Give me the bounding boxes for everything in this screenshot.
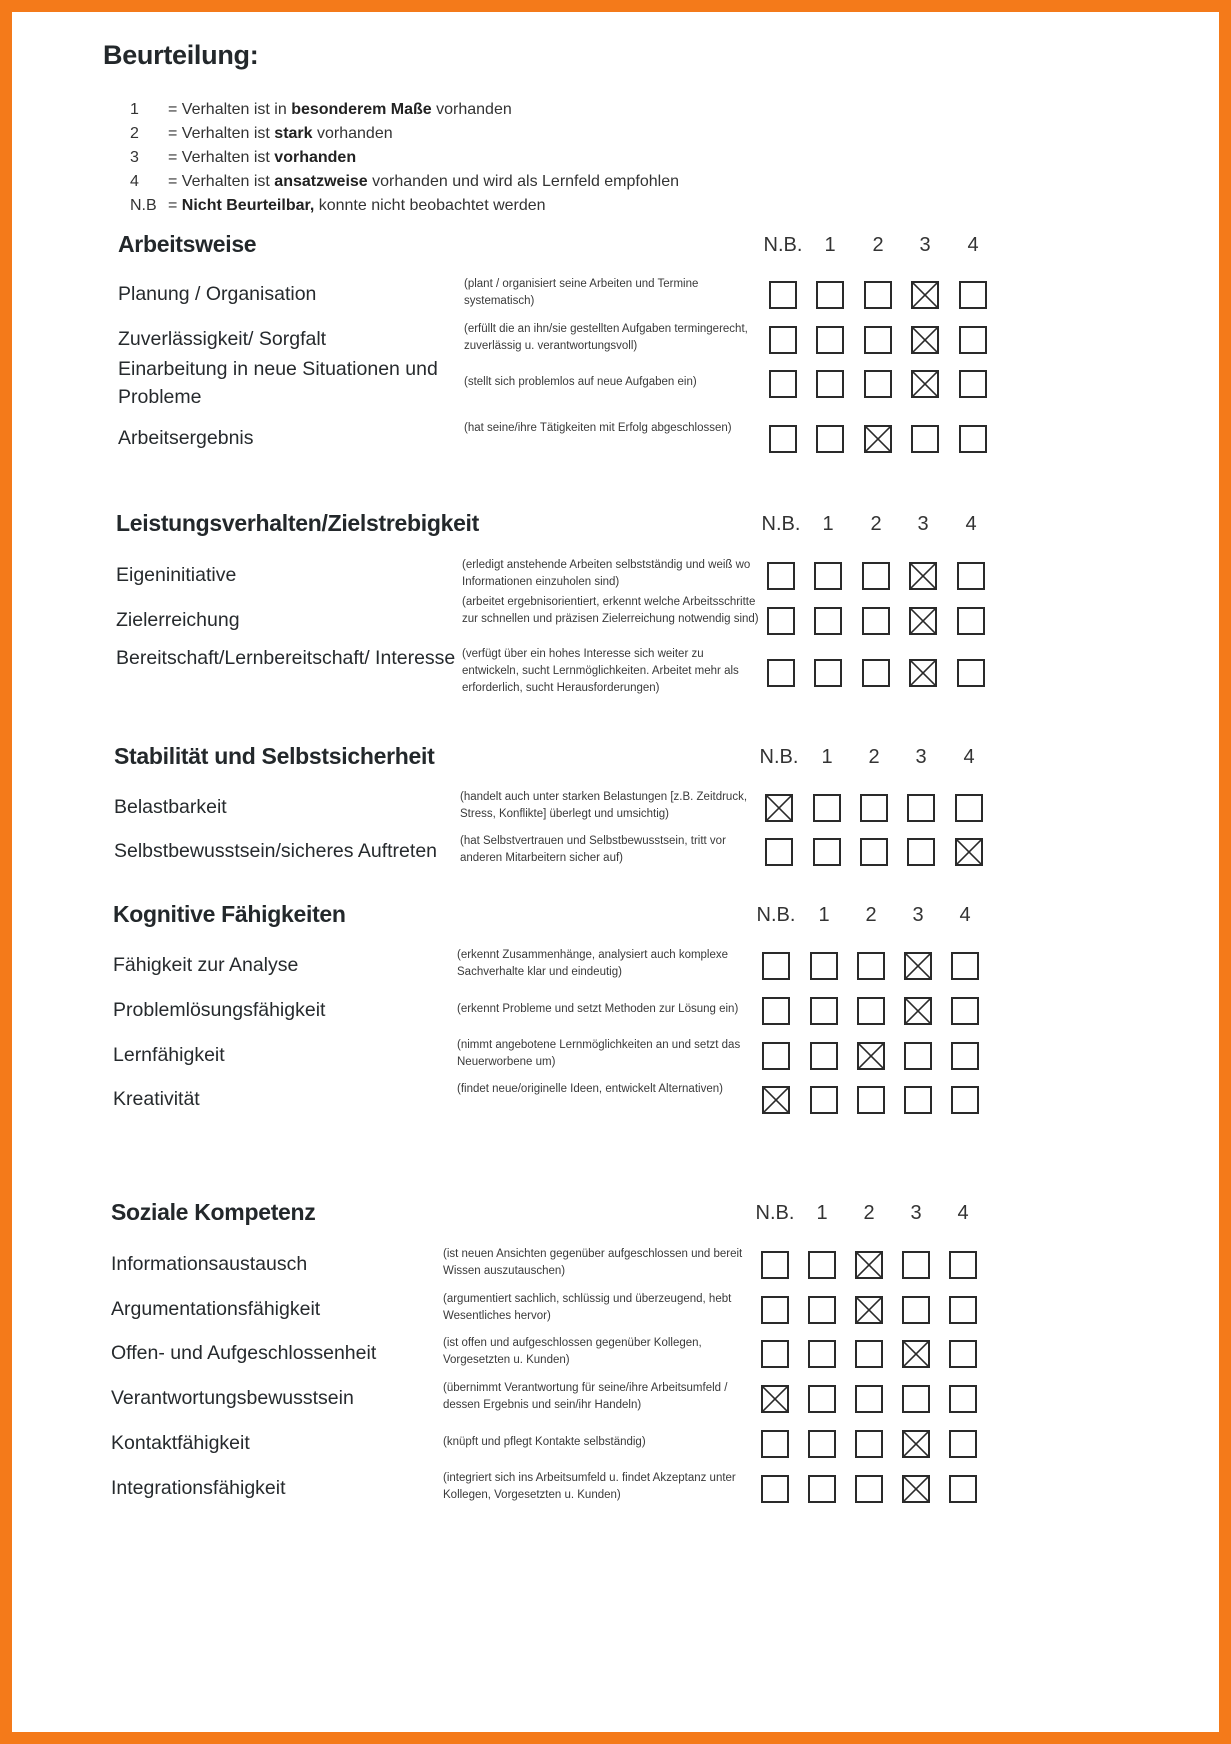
legend-text-bold: ansatzweise xyxy=(274,173,368,190)
legend-text-part: vorhanden xyxy=(431,101,512,118)
rating-checkbox[interactable] xyxy=(761,1475,789,1503)
rating-checkbox[interactable] xyxy=(810,1042,838,1070)
criterion-description: (knüpft und pflegt Kontakte selbständig) xyxy=(443,1435,646,1448)
rating-checkbox[interactable] xyxy=(959,370,987,398)
criterion-label: Planung / Organisation xyxy=(118,283,317,305)
rating-checkbox[interactable] xyxy=(761,1296,789,1324)
section-title: Leistungsverhalten/Zielstrebigkeit xyxy=(116,510,480,536)
rating-checkbox[interactable] xyxy=(955,794,983,822)
criterion-label: Lernfähigkeit xyxy=(113,1044,225,1066)
column-header: 2 xyxy=(863,1202,875,1224)
criterion-description: (stellt sich problemlos auf neue Aufgaben ein) xyxy=(464,375,697,388)
rating-checkbox[interactable] xyxy=(902,1385,930,1413)
column-header: 2 xyxy=(870,513,882,535)
rating-checkbox[interactable] xyxy=(949,1340,977,1368)
criterion-description: (handelt auch unter starken Belastungen [z.B. Zeitdruck, Stress, Konflikte] überlegt und umsichtig) xyxy=(460,791,748,820)
rating-checkbox[interactable] xyxy=(813,794,841,822)
criterion-description: (plant / organisiert seine Arbeiten und Termine systematisch) xyxy=(464,278,699,307)
legend-key: 4 xyxy=(130,173,139,190)
rating-checkbox[interactable] xyxy=(862,659,890,687)
legend-key: 1 xyxy=(130,101,139,118)
rating-checkbox[interactable] xyxy=(957,659,985,687)
criterion-label: Bereitschaft/Lernbereitschaft/ Interesse xyxy=(116,647,456,669)
rating-checkbox[interactable] xyxy=(855,1296,883,1324)
rating-checkbox[interactable] xyxy=(855,1251,883,1279)
rating-checkbox[interactable] xyxy=(761,1385,789,1413)
legend-text-part: vorhanden und wird als Lernfeld empfohlen xyxy=(367,173,679,190)
rating-checkbox[interactable] xyxy=(860,838,888,866)
rating-checkbox[interactable] xyxy=(808,1251,836,1279)
rating-checkbox[interactable] xyxy=(761,1430,789,1458)
criterion-description: (integriert sich ins Arbeitsumfeld u. findet Akzeptanz unter Kollegen, Vorgesetzten u. Kunden) xyxy=(443,1472,736,1501)
legend-text-bold: Nicht Beurteilbar, xyxy=(181,197,315,214)
section-title: Arbeitsweise xyxy=(118,231,257,257)
column-header: 4 xyxy=(963,746,975,768)
rating-checkbox[interactable] xyxy=(902,1296,930,1324)
rating-checkbox[interactable] xyxy=(810,997,838,1025)
rating-checkbox[interactable] xyxy=(862,607,890,635)
check-cross-icon xyxy=(911,564,935,588)
rating-checkbox[interactable] xyxy=(769,370,797,398)
rating-checkbox[interactable] xyxy=(959,326,987,354)
column-header: 1 xyxy=(824,234,836,256)
column-header: N.B. xyxy=(755,1202,795,1224)
check-cross-icon xyxy=(767,796,791,820)
check-cross-icon xyxy=(913,328,937,352)
criterion-label: Kontaktfähigkeit xyxy=(111,1432,250,1454)
rating-checkbox[interactable] xyxy=(904,952,932,980)
column-header: 3 xyxy=(910,1202,922,1224)
column-header: 3 xyxy=(915,746,927,768)
rating-checkbox[interactable] xyxy=(911,425,939,453)
rating-checkbox[interactable] xyxy=(864,425,892,453)
rating-checkbox[interactable] xyxy=(814,607,842,635)
rating-checkbox[interactable] xyxy=(808,1385,836,1413)
rating-checkbox[interactable] xyxy=(816,326,844,354)
check-cross-icon xyxy=(859,1044,883,1068)
rating-checkbox[interactable] xyxy=(855,1385,883,1413)
rating-checkbox[interactable] xyxy=(959,425,987,453)
criterion-description: (hat Selbstvertrauen und Selbstbewusstsein, tritt vor anderen Mitarbeitern sicher auf) xyxy=(460,835,726,864)
legend-text-part: = Verhalten ist xyxy=(168,173,275,190)
check-cross-icon xyxy=(866,427,890,451)
rating-checkbox[interactable] xyxy=(765,838,793,866)
legend-text xyxy=(168,149,356,167)
column-header: 2 xyxy=(865,904,877,926)
column-header: 3 xyxy=(912,904,924,926)
rating-checkbox[interactable] xyxy=(951,997,979,1025)
criterion-description: (argumentiert sachlich, schlüssig und überzeugend, hebt Wesentliches hervor) xyxy=(443,1293,732,1322)
rating-checkbox[interactable] xyxy=(808,1475,836,1503)
legend-text-bold: vorhanden xyxy=(274,149,357,166)
criterion-label: Einarbeitung in neue Situationen und Probleme xyxy=(118,358,438,408)
legend-text xyxy=(168,101,512,119)
column-header: 2 xyxy=(868,746,880,768)
rating-checkbox[interactable] xyxy=(808,1296,836,1324)
rating-checkbox[interactable] xyxy=(855,1340,883,1368)
legend-text-part: konnte nicht beobachtet werden xyxy=(314,197,546,214)
legend-text-bold: stark xyxy=(274,125,313,142)
criterion-description: (ist offen und aufgeschlossen gegenüber Kollegen, Vorgesetzten u. Kunden) xyxy=(443,1337,702,1366)
rating-checkbox[interactable] xyxy=(857,952,885,980)
check-cross-icon xyxy=(857,1253,881,1277)
legend-text xyxy=(168,197,546,215)
criterion-description: (erkennt Probleme und setzt Methoden zur Lösung ein) xyxy=(457,1002,739,1015)
criterion-label: Kreativität xyxy=(113,1088,200,1110)
rating-checkbox[interactable] xyxy=(860,794,888,822)
rating-checkbox[interactable] xyxy=(769,281,797,309)
rating-checkbox[interactable] xyxy=(951,1086,979,1114)
legend-row xyxy=(130,98,679,122)
rating-checkbox[interactable] xyxy=(949,1475,977,1503)
rating-checkbox[interactable] xyxy=(909,659,937,687)
legend-text-part: = xyxy=(168,197,182,214)
rating-checkbox[interactable] xyxy=(902,1430,930,1458)
criterion-label: Integrationsfähigkeit xyxy=(111,1477,286,1499)
check-cross-icon xyxy=(957,840,981,864)
rating-checkbox[interactable] xyxy=(909,607,937,635)
column-header: 3 xyxy=(917,513,929,535)
rating-checkbox[interactable] xyxy=(911,326,939,354)
legend-text-part: = Verhalten ist xyxy=(168,125,275,142)
rating-checkbox[interactable] xyxy=(959,281,987,309)
column-header: 4 xyxy=(967,234,979,256)
rating-checkbox[interactable] xyxy=(808,1430,836,1458)
legend-key: 2 xyxy=(130,125,139,142)
criterion-label: Verantwortungsbewusstsein xyxy=(111,1387,354,1409)
rating-checkbox[interactable] xyxy=(909,562,937,590)
legend-key: 3 xyxy=(130,149,139,166)
legend-text-part: = Verhalten ist xyxy=(168,149,275,166)
section-title: Stabilität und Selbstsicherheit xyxy=(114,743,435,769)
section-title: Soziale Kompetenz xyxy=(111,1199,316,1225)
legend-row xyxy=(130,170,679,194)
criterion-description: (nimmt angebotene Lernmöglichkeiten an und setzt das Neuerworbene um) xyxy=(457,1039,741,1068)
criterion-description: (hat seine/ihre Tätigkeiten mit Erfolg abgeschlossen) xyxy=(464,422,732,434)
rating-checkbox[interactable] xyxy=(762,1042,790,1070)
rating-checkbox[interactable] xyxy=(813,838,841,866)
rating-checkbox[interactable] xyxy=(907,838,935,866)
rating-checkbox[interactable] xyxy=(816,370,844,398)
legend-text-part: vorhanden xyxy=(312,125,393,142)
rating-checkbox[interactable] xyxy=(814,659,842,687)
criterion-label: Selbstbewusstsein/sicheres Auftreten xyxy=(114,840,438,862)
criterion-description: (findet neue/originelle Ideen, entwickelt Alternativen) xyxy=(457,1083,723,1095)
check-cross-icon xyxy=(904,1477,928,1501)
rating-checkbox[interactable] xyxy=(816,425,844,453)
rating-checkbox[interactable] xyxy=(957,562,985,590)
rating-checkbox[interactable] xyxy=(951,1042,979,1070)
rating-checkbox[interactable] xyxy=(767,659,795,687)
criterion-label: Offen- und Aufgeschlossenheit xyxy=(111,1342,377,1364)
rating-checkbox[interactable] xyxy=(857,1086,885,1114)
criterion-description: (erledigt anstehende Arbeiten selbstständig und weiß wo Informationen einzuholen sind) xyxy=(462,559,751,588)
rating-checkbox[interactable] xyxy=(957,607,985,635)
legend-text xyxy=(168,125,393,143)
rating-checkbox[interactable] xyxy=(949,1430,977,1458)
rating-checkbox[interactable] xyxy=(761,1251,789,1279)
criterion-label: Problemlösungsfähigkeit xyxy=(113,999,326,1021)
legend-text-bold: besonderem Maße xyxy=(291,101,432,118)
rating-checkbox[interactable] xyxy=(769,425,797,453)
column-header: N.B. xyxy=(761,513,801,535)
check-cross-icon xyxy=(857,1298,881,1322)
rating-checkbox[interactable] xyxy=(857,997,885,1025)
check-cross-icon xyxy=(906,954,930,978)
rating-checkbox[interactable] xyxy=(955,838,983,866)
check-cross-icon xyxy=(911,609,935,633)
rating-checkbox[interactable] xyxy=(949,1385,977,1413)
rating-checkbox[interactable] xyxy=(902,1251,930,1279)
legend-text xyxy=(168,173,679,191)
legend-key: N.B xyxy=(130,197,157,214)
criterion-label: Belastbarkeit xyxy=(114,796,227,818)
column-header: 4 xyxy=(957,1202,969,1224)
rating-checkbox[interactable] xyxy=(911,370,939,398)
legend-row xyxy=(130,122,679,146)
rating-checkbox[interactable] xyxy=(762,952,790,980)
rating-checkbox[interactable] xyxy=(857,1042,885,1070)
criterion-label: Argumentationsfähigkeit xyxy=(111,1298,321,1320)
criterion-description: (übernimmt Verantwortung für seine/ihre Arbeitsumfeld / dessen Ergebnis und sein/ihr Handeln) xyxy=(443,1382,728,1411)
check-cross-icon xyxy=(906,999,930,1023)
rating-checkbox[interactable] xyxy=(769,326,797,354)
check-cross-icon xyxy=(763,1387,787,1411)
rating-legend xyxy=(130,98,679,218)
rating-checkbox[interactable] xyxy=(765,794,793,822)
rating-checkbox[interactable] xyxy=(855,1475,883,1503)
check-cross-icon xyxy=(911,661,935,685)
rating-checkbox[interactable] xyxy=(855,1430,883,1458)
check-cross-icon xyxy=(904,1342,928,1366)
rating-checkbox[interactable] xyxy=(864,281,892,309)
column-header: 1 xyxy=(816,1202,828,1224)
rating-checkbox[interactable] xyxy=(949,1251,977,1279)
criterion-label: Eigeninitiative xyxy=(116,564,237,586)
rating-checkbox[interactable] xyxy=(904,1042,932,1070)
rating-checkbox[interactable] xyxy=(762,997,790,1025)
check-cross-icon xyxy=(764,1088,788,1112)
rating-checkbox[interactable] xyxy=(762,1086,790,1114)
rating-checkbox[interactable] xyxy=(904,1086,932,1114)
rating-checkbox[interactable] xyxy=(761,1340,789,1368)
section-title: Kognitive Fähigkeiten xyxy=(113,901,346,927)
rating-checkbox[interactable] xyxy=(864,326,892,354)
legend-text-part: = Verhalten ist in xyxy=(168,101,292,118)
rating-checkbox[interactable] xyxy=(808,1340,836,1368)
column-header: 4 xyxy=(959,904,971,926)
criterion-label: Fähigkeit zur Analyse xyxy=(113,954,299,976)
page-title: Beurteilung: xyxy=(103,40,259,70)
check-cross-icon xyxy=(913,283,937,307)
check-cross-icon xyxy=(904,1432,928,1456)
criterion-label: Arbeitsergebnis xyxy=(118,427,254,449)
criterion-label: Zielerreichung xyxy=(116,609,240,631)
rating-checkbox[interactable] xyxy=(904,997,932,1025)
column-header: 1 xyxy=(821,746,833,768)
column-header: N.B. xyxy=(759,746,799,768)
column-header: N.B. xyxy=(756,904,796,926)
rating-checkbox[interactable] xyxy=(767,607,795,635)
column-header: 1 xyxy=(822,513,834,535)
rating-checkbox[interactable] xyxy=(810,1086,838,1114)
column-header: 2 xyxy=(872,234,884,256)
rating-checkbox[interactable] xyxy=(864,370,892,398)
criterion-description: (erfüllt die an ihn/sie gestellten Aufgaben termingerecht, zuverlässig u. verantwortungsvoll) xyxy=(464,323,748,352)
column-header: 1 xyxy=(818,904,830,926)
criterion-label: Informationsaustausch xyxy=(111,1253,308,1275)
rating-checkbox[interactable] xyxy=(902,1340,930,1368)
rating-checkbox[interactable] xyxy=(951,952,979,980)
column-header: N.B. xyxy=(763,234,803,256)
rating-checkbox[interactable] xyxy=(862,562,890,590)
rating-checkbox[interactable] xyxy=(816,281,844,309)
criterion-description: (arbeitet ergebnisorientiert, erkennt welche Arbeitsschritte zur schnellen und präzisen Zielerreichung notwendig sind) xyxy=(462,595,759,625)
column-header: 4 xyxy=(965,513,977,535)
rating-checkbox[interactable] xyxy=(949,1296,977,1324)
legend-row xyxy=(130,146,679,170)
rating-checkbox[interactable] xyxy=(907,794,935,822)
criterion-description: (verfügt über ein hohes Interesse sich weiter zu entwickeln, sucht Lernmöglichkeiten. Arbeitet mehr als erforderlich, sucht Herausforderungen) xyxy=(462,647,739,694)
rating-checkbox[interactable] xyxy=(902,1475,930,1503)
rating-checkbox[interactable] xyxy=(911,281,939,309)
rating-checkbox[interactable] xyxy=(814,562,842,590)
rating-checkbox[interactable] xyxy=(767,562,795,590)
column-header: 3 xyxy=(919,234,931,256)
legend-row xyxy=(130,194,679,218)
rating-checkbox[interactable] xyxy=(810,952,838,980)
check-cross-icon xyxy=(913,372,937,396)
criterion-description: (ist neuen Ansichten gegenüber aufgeschlossen und bereit Wissen auszutauschen) xyxy=(443,1248,743,1277)
criterion-label: Zuverlässigkeit/ Sorgfalt xyxy=(118,328,327,350)
criterion-description: (erkennt Zusammenhänge, analysiert auch komplexe Sachverhalte klar und eindeutig) xyxy=(457,949,729,978)
